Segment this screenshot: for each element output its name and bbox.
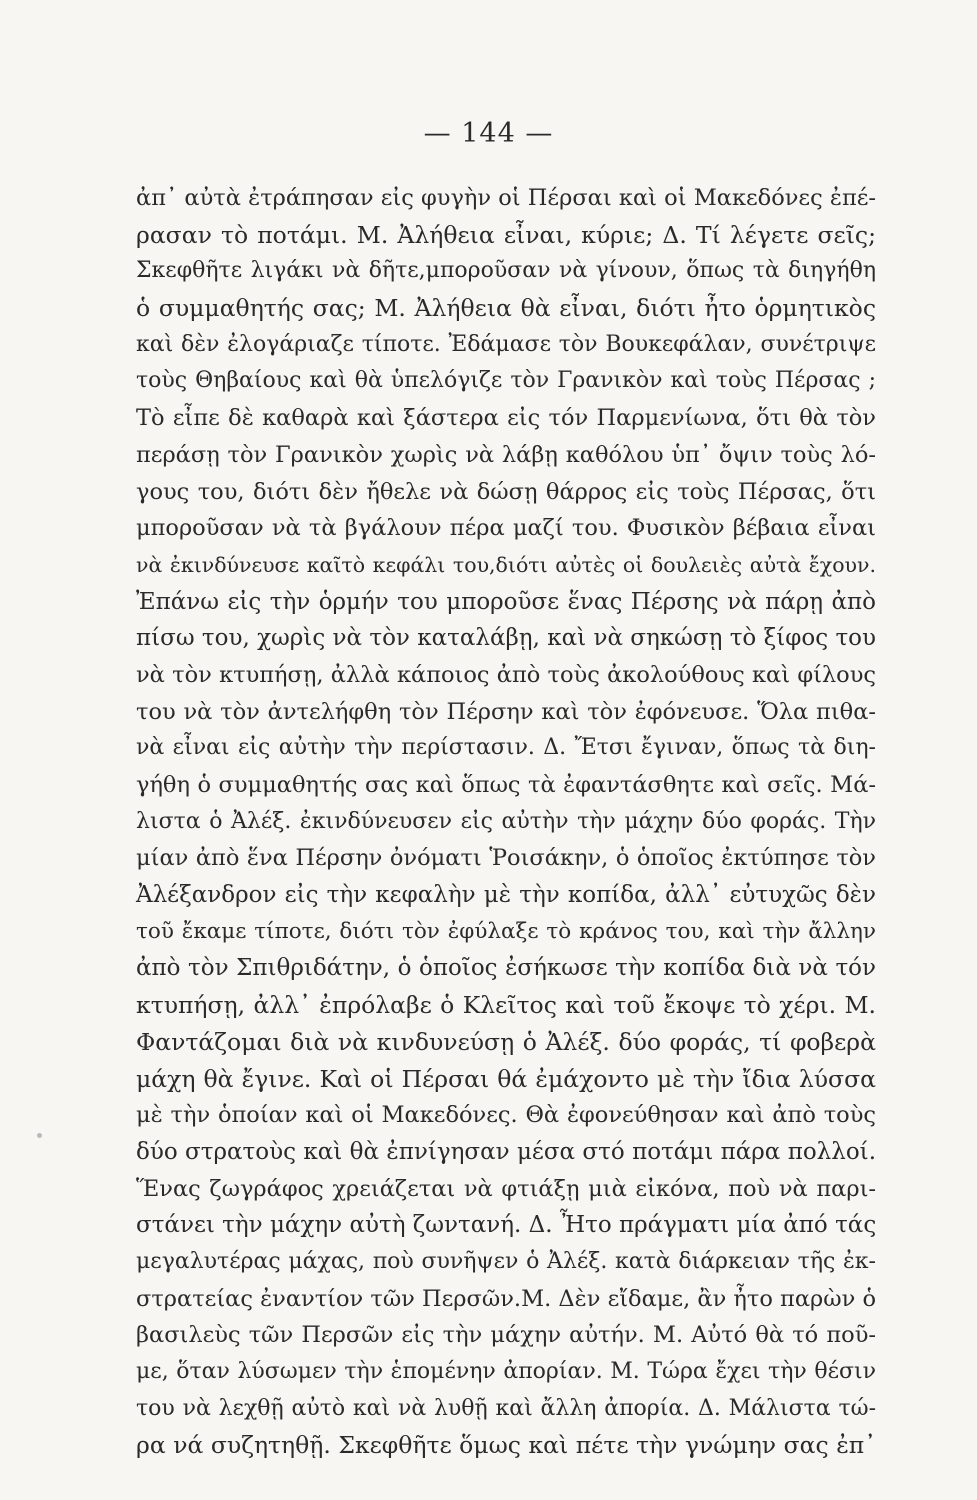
text-line: κτυπήσῃ, ἀλλ᾽ ἐπρόλαβε ὁ Κλεῖτος καὶ τοῦ ἔκοψε τὸ χέρι. Μ. (136, 991, 876, 1020)
paper-speck (37, 1133, 42, 1138)
text-line: του νὰ λεχθῇ αὐτὸ καὶ νὰ λυθῇ καὶ ἄλλη ἀπορία. Δ. Μάλιστα τώ- (136, 1395, 876, 1421)
text-line: ἀπὸ τὸν Σπιθριδάτην, ὁ ὁποῖος ἐσήκωσε τὴν κοπίδα διὰ νὰ τόν (136, 955, 876, 982)
text-line: Τὸ εἶπε δὲ καθαρὰ καὶ ξάστερα εἰς τόν Παρμενίωνα, ὅτι θὰ τὸν (136, 405, 876, 432)
text-line: με, ὅταν λύσωμεν τὴν ἑπομένην ἀπορίαν. Μ. Τώρα ἔχει τὴν θέσιν (136, 1359, 876, 1384)
text-line: Σκεφθῆτε λιγάκι νὰ δῆτε,μποροῦσαν νὰ γίνουν, ὅπως τὰ διηγήθη (136, 258, 876, 284)
text-line: τοῦ ἔκαμε τίποτε, διότι τὸν ἐφύλαξε τὸ κράνος του, καὶ τὴν ἄλλην (136, 918, 876, 944)
text-line: νὰ ἐκινδύνευσε καῖτὸ κεφάλι του,διότι αὐτὲς οἱ δουλειὲς αὐτὰ ἔχουν. (136, 552, 876, 577)
text-line: ἀπ᾽ αὐτὰ ἐτράπησαν εἰς φυγὴν οἱ Πέρσαι καὶ οἱ Μακεδόνες ἐπέ- (136, 185, 876, 211)
text-line: ὁ συμμαθητής σας; Μ. Ἀλήθεια θὰ εἶναι, διότι ἦτο ὁρμητικὸς (136, 294, 876, 323)
text-line: λιστα ὁ Ἀλέξ. ἐκινδύνευσεν εἰς αὐτὴν τὴν μάχην δύο φοράς. Τὴν (136, 808, 876, 834)
text-line: τοὺς Θηβαίους καὶ θὰ ὑπελόγιζε τὸν Γρανικὸν καὶ τοὺς Πέρσας ; (136, 368, 876, 394)
text-line: Φαντάζομαι διὰ νὰ κινδυνεύσῃ ὁ Ἀλέξ. δύο φοράς, τί φοβερὰ (136, 1027, 876, 1056)
text-line: στάνει τὴν μάχην αὐτὴ ζωντανή. Δ. Ἦτο πράγματι μία ἀπό τάς (136, 1212, 877, 1239)
text-line: ρα νά συζητηθῇ. Σκεφθῆτε ὅμως καὶ πέτε τὴν γνώμην σας ἐπ᾽ (136, 1431, 876, 1460)
text-line: στρατείας ἐναντίον τῶν Περσῶν.Μ. Δὲν εἴδαμε, ἂν ἦτο παρὼν ὁ (136, 1285, 876, 1312)
text-line: νὰ εἶναι εἰς αὐτὴν τὴν περίστασιν. Δ. Ἔτσι ἔγιναν, ὅπως τὰ διη- (136, 735, 876, 761)
text-line: Ἀλέξανδρον εἰς τὴν κεφαλὴν μὲ τὴν κοπίδα, ἀλλ᾽ εὐτυχῶς δὲν (136, 882, 876, 909)
text-line: γους του, διότι δὲν ἤθελε νὰ δώσῃ θάρρος εἰς τοὺς Πέρσας, ὅτι (136, 478, 876, 505)
text-line: γήθη ὁ συμμαθητής σας καὶ ὅπως τὰ ἐφαντάσθητε καὶ σεῖς. Μά- (136, 772, 876, 798)
text-line: ρασαν τὸ ποτάμι. Μ. Ἀλήθεια εἶναι, κύριε; Δ. Τί λέγετε σεῖς; (136, 220, 876, 249)
text-line: δύο στρατοὺς καὶ θὰ ἐπνίγησαν μέσα στό ποτάμι πάρα πολλοί. (136, 1138, 876, 1165)
text-line: καὶ δὲν ἐλογάριαζε τίποτε. Ἐδάμασε τὸν Βουκεφάλαν, συνέτριψε (136, 331, 876, 357)
text-line: του νὰ τὸν ἀντελήφθη τὸν Πέρσην καὶ τὸν ἐφόνευσε. Ὅλα πιθα- (136, 698, 876, 725)
text-line: Ἕνας ζωγράφος χρειάζεται νὰ φτιάξῃ μιὰ εἰκόνα, ποὺ νὰ παρι- (136, 1175, 876, 1202)
text-line: νὰ τὸν κτυπήσῃ, ἀλλὰ κάποιος ἀπὸ τοὺς ἀκολούθους καὶ φίλους (136, 661, 876, 688)
text-line: βασιλεὺς τῶν Περσῶν εἰς τὴν μάχην αὐτήν. Μ. Αὐτό θὰ τό ποῦ- (136, 1322, 876, 1349)
text-line: Ἐπάνω εἰς τὴν ὁρμήν του μποροῦσε ἕνας Πέρσης νὰ πάρῃ ἀπὸ (136, 588, 876, 615)
text-line: μεγαλυτέρας μάχας, ποὺ συνῆψεν ὁ Ἀλέξ. κατὰ διάρκειαν τῆς ἐκ- (136, 1248, 876, 1274)
text-line: μίαν ἀπὸ ἕνα Πέρσην ὀνόματι Ῥοισάκην, ὁ ὁποῖος ἐκτύπησε τὸν (136, 845, 876, 872)
body-text (136, 180, 876, 1464)
text-line: μὲ τὴν ὁποίαν καὶ οἱ Μακεδόνες. Θὰ ἐφονεύθησαν καὶ ἀπὸ τοὺς (136, 1102, 876, 1129)
text-line: περάσῃ τὸν Γρανικὸν χωρὶς νὰ λάβῃ καθόλου ὑπ᾽ ὄψιν τοὺς λό- (136, 441, 876, 468)
page-number: — 144 — (423, 118, 554, 149)
text-line: πίσω του, χωρὶς νὰ τὸν καταλάβῃ, καὶ νὰ σηκώσῃ τὸ ξίφος του (136, 625, 876, 652)
text-line: μάχη θὰ ἔγινε. Καὶ οἱ Πέρσαι θά ἐμάχοντο μὲ τὴν ἴδια λύσσα (136, 1064, 876, 1093)
text-line: μποροῦσαν νὰ τὰ βγάλουν πέρα μαζί του. Φυσικὸν βέβαια εἶναι (136, 515, 876, 542)
